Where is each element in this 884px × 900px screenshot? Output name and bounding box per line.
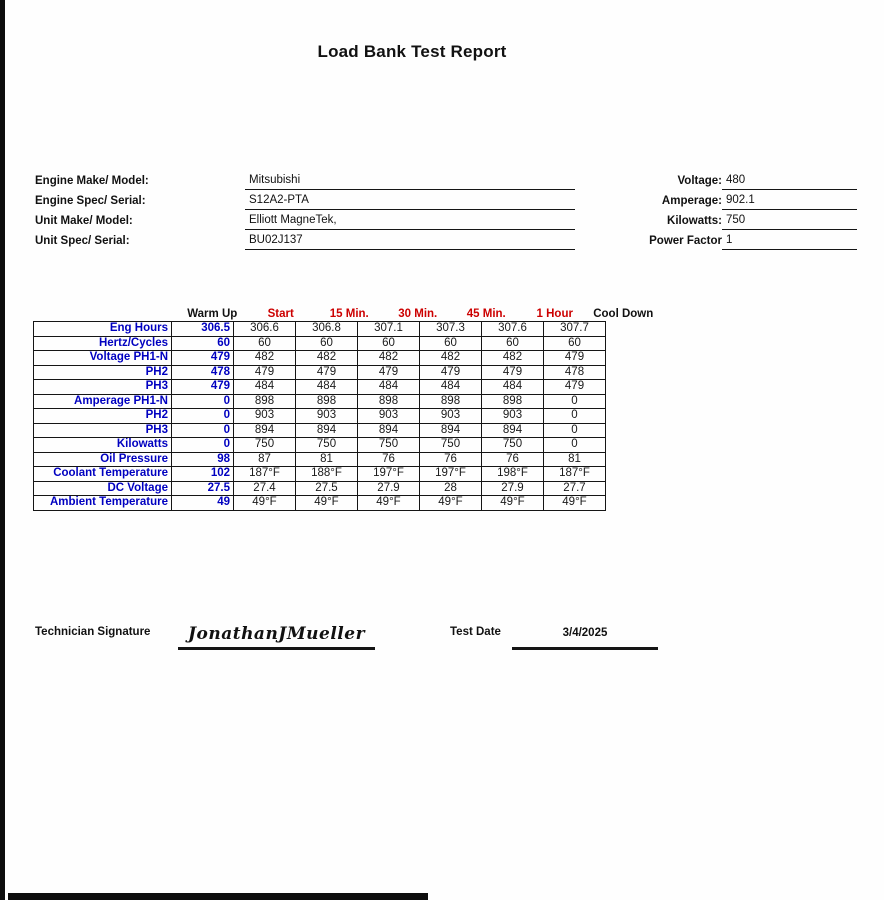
info-field-power-factor [628,230,857,250]
field-label: Power Factor [649,235,722,247]
field-value: BU02J137 [245,233,575,250]
row-label: Amperage PH1-N [34,394,172,409]
field-label: Engine Spec/ Serial: [35,195,146,207]
warmup-value-cell: 49 [172,496,234,511]
value-cell: 27.9 [358,481,420,496]
value-cell: 484 [420,380,482,395]
info-field-engine-spec-serial [35,190,575,210]
value-cell: 27.9 [482,481,544,496]
scan-edge-bottom [8,893,428,900]
value-cell: 898 [482,394,544,409]
value-cell: 479 [420,365,482,380]
value-cell: 27.4 [234,481,296,496]
value-cell: 479 [234,365,296,380]
value-cell: 60 [296,336,358,351]
value-cell: 903 [420,409,482,424]
value-cell: 482 [420,351,482,366]
value-cell: 898 [358,394,420,409]
test-date-label: Test Date [450,626,501,638]
value-cell: 898 [234,394,296,409]
table-row [34,438,606,453]
warmup-value-cell: 98 [172,452,234,467]
value-cell: 49°F [296,496,358,511]
field-value: Elliott MagneTek, [245,213,575,230]
value-cell: 750 [482,438,544,453]
value-cell: 479 [296,365,358,380]
table-row [34,467,606,482]
info-field-unit-make-model [35,210,575,230]
value-cell: 894 [234,423,296,438]
table-row [34,365,606,380]
table-column-headers [33,303,658,320]
value-cell: 894 [420,423,482,438]
page-title: Load Bank Test Report [317,42,507,61]
row-label: Hertz/Cycles [34,336,172,351]
value-cell: 306.6 [234,322,296,337]
row-label: PH3 [34,423,172,438]
value-cell: 898 [296,394,358,409]
value-cell: 307.6 [482,322,544,337]
value-cell: 0 [544,423,606,438]
value-cell: 81 [544,452,606,467]
warmup-value-cell: 479 [172,380,234,395]
table-row [34,336,606,351]
value-cell: 198°F [482,467,544,482]
value-cell: 903 [296,409,358,424]
value-cell: 28 [420,481,482,496]
warmup-value-cell: 102 [172,467,234,482]
table-row [34,423,606,438]
table-row [34,351,606,366]
table-row [34,322,606,337]
table-row [34,380,606,395]
value-cell: 482 [296,351,358,366]
value-cell: 903 [234,409,296,424]
value-cell: 76 [482,452,544,467]
info-field-engine-make-model [35,170,575,190]
technician-signature-label: Technician Signature [35,626,151,638]
value-cell: 750 [358,438,420,453]
field-label: Voltage: [677,175,722,187]
warmup-value-cell: 478 [172,365,234,380]
value-cell: 750 [420,438,482,453]
column-header: Cool Down [593,308,654,320]
table-row [34,481,606,496]
row-label: PH2 [34,365,172,380]
warmup-value-cell: 0 [172,409,234,424]
value-cell: 898 [420,394,482,409]
info-field-unit-spec-serial [35,230,575,250]
field-label: Kilowatts: [667,215,722,227]
value-cell: 76 [358,452,420,467]
technician-signature: JonathanJMueller [178,606,375,650]
value-cell: 484 [296,380,358,395]
value-cell: 76 [420,452,482,467]
value-cell: 0 [544,438,606,453]
table-row [34,409,606,424]
value-cell: 484 [234,380,296,395]
value-cell: 0 [544,394,606,409]
value-cell: 482 [482,351,544,366]
warmup-value-cell: 0 [172,438,234,453]
row-label: Eng Hours [34,322,172,337]
value-cell: 49°F [482,496,544,511]
value-cell: 0 [544,409,606,424]
field-value: S12A2-PTA [245,193,575,210]
field-value: 480 [722,173,857,190]
value-cell: 903 [482,409,544,424]
field-value: Mitsubishi [245,173,575,190]
value-cell: 60 [482,336,544,351]
warmup-value-cell: 60 [172,336,234,351]
row-label: PH2 [34,409,172,424]
field-value: 1 [722,233,857,250]
value-cell: 307.3 [420,322,482,337]
value-cell: 750 [234,438,296,453]
field-label: Unit Make/ Model: [35,215,133,227]
value-cell: 188°F [296,467,358,482]
value-cell: 187°F [544,467,606,482]
value-cell: 27.5 [296,481,358,496]
value-cell: 307.1 [358,322,420,337]
value-cell: 197°F [420,467,482,482]
value-cell: 479 [482,365,544,380]
table-row [34,394,606,409]
value-cell: 187°F [234,467,296,482]
value-cell: 482 [234,351,296,366]
value-cell: 49°F [420,496,482,511]
warmup-value-cell: 0 [172,423,234,438]
row-label: DC Voltage [34,481,172,496]
row-label: Oil Pressure [34,452,172,467]
row-label: Ambient Temperature [34,496,172,511]
value-cell: 484 [482,380,544,395]
row-label: Kilowatts [34,438,172,453]
field-value: 902.1 [722,193,857,210]
value-cell: 81 [296,452,358,467]
value-cell: 894 [482,423,544,438]
value-cell: 478 [544,365,606,380]
row-label: Voltage PH1-N [34,351,172,366]
field-label: Unit Spec/ Serial: [35,235,130,247]
value-cell: 87 [234,452,296,467]
value-cell: 479 [544,351,606,366]
value-cell: 307.7 [544,322,606,337]
info-field-voltage [628,170,857,190]
field-label: Amperage: [661,195,722,207]
value-cell: 479 [358,365,420,380]
value-cell: 49°F [358,496,420,511]
column-header: 30 Min. [398,308,438,320]
test-date-value: 3/4/2025 [512,606,658,650]
warmup-value-cell: 306.5 [172,322,234,337]
info-field-amperage [628,190,857,210]
value-cell: 479 [544,380,606,395]
value-cell: 197°F [358,467,420,482]
value-cell: 60 [234,336,296,351]
table-row [34,452,606,467]
electrical-info [628,170,857,250]
scan-edge-left [0,0,5,900]
value-cell: 750 [296,438,358,453]
value-cell: 894 [358,423,420,438]
value-cell: 482 [358,351,420,366]
column-header: 15 Min. [329,308,369,320]
value-cell: 60 [544,336,606,351]
value-cell: 49°F [234,496,296,511]
value-cell: 49°F [544,496,606,511]
measurements-table [33,321,606,511]
column-header: Warm Up [187,308,238,320]
value-cell: 60 [358,336,420,351]
warmup-value-cell: 0 [172,394,234,409]
warmup-value-cell: 27.5 [172,481,234,496]
column-header: Start [267,308,294,320]
value-cell: 903 [358,409,420,424]
table-row [34,496,606,511]
field-value: 750 [722,213,857,230]
row-label: Coolant Temperature [34,467,172,482]
row-label: PH3 [34,380,172,395]
value-cell: 894 [296,423,358,438]
value-cell: 27.7 [544,481,606,496]
value-cell: 484 [358,380,420,395]
value-cell: 306.8 [296,322,358,337]
column-header: 1 Hour [536,308,573,320]
info-field-kilowatts [628,210,857,230]
value-cell: 60 [420,336,482,351]
column-header: 45 Min. [466,308,506,320]
field-label: Engine Make/ Model: [35,175,149,187]
warmup-value-cell: 479 [172,351,234,366]
engine-unit-info [35,170,575,250]
